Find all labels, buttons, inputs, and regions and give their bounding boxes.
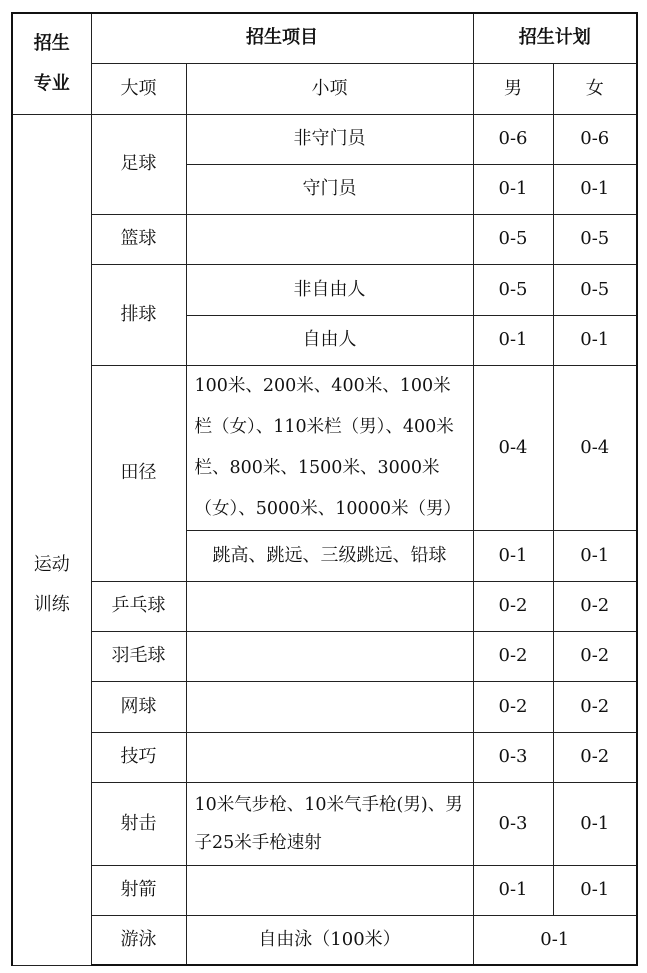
big-item-football: 足球 [91,114,186,214]
big-item-basketball: 篮球 [91,214,186,264]
small-item: 跳高、跳远、三级跳远、铅球 [186,530,473,581]
female-quota: 0-2 [553,681,637,732]
male-quota: 0-5 [473,214,553,264]
major-line2: 训练 [33,593,70,615]
major-cell [12,114,91,965]
male-quota: 0-1 [473,164,553,214]
female-quota: 0-1 [553,530,637,581]
male-quota: 0-5 [473,264,553,315]
female-quota: 0-2 [553,732,637,782]
header-plan: 招生计划 [473,13,637,63]
header-female: 女 [553,63,637,114]
male-quota: 0-3 [473,732,553,782]
male-quota: 0-1 [473,315,553,365]
female-quota: 0-1 [553,164,637,214]
small-item: 10米气步枪、10米气手枪(男)、男子25米手枪速射 [186,782,473,865]
small-item [186,581,473,631]
small-item [186,732,473,782]
female-quota: 0-4 [553,365,637,530]
small-item [186,865,473,915]
header-big-category: 大项 [91,63,186,114]
header-small-category: 小项 [186,63,473,114]
small-item: 守门员 [186,164,473,214]
female-quota: 0-2 [553,631,637,681]
female-quota: 0-5 [553,214,637,264]
big-item-volleyball: 排球 [91,264,186,365]
admission-plan-table [11,12,638,966]
big-item-swimming: 游泳 [91,915,186,965]
male-quota: 0-4 [473,365,553,530]
big-item-badminton: 羽毛球 [91,631,186,681]
header-major-line2: 专业 [33,72,70,94]
header-major-line1: 招生 [33,33,70,55]
small-item [186,631,473,681]
female-quota: 0-1 [553,865,637,915]
small-item: 100米、200米、400米、100米栏（女）、110米栏（男）、400米栏、800米、1500米、3000米（女）、5000米、10000米（男） [186,365,473,530]
male-quota: 0-2 [473,681,553,732]
male-quota: 0-1 [473,865,553,915]
male-quota: 0-6 [473,114,553,164]
big-item-archery: 射箭 [91,865,186,915]
female-quota: 0-1 [553,782,637,865]
major-line1: 运动 [33,553,70,575]
big-item-acrobatics: 技巧 [91,732,186,782]
big-item-table-tennis: 乒乓球 [91,581,186,631]
big-item-tennis: 网球 [91,681,186,732]
small-item: 自由泳（100米） [186,915,473,965]
female-quota: 0-1 [553,315,637,365]
header-project: 招生项目 [91,13,473,63]
header-major [12,13,91,114]
small-item: 非自由人 [186,264,473,315]
male-quota: 0-1 [473,530,553,581]
male-quota: 0-3 [473,782,553,865]
big-item-shooting: 射击 [91,782,186,865]
female-quota: 0-6 [553,114,637,164]
big-item-athletics: 田径 [91,365,186,581]
combined-quota: 0-1 [473,915,637,965]
female-quota: 0-5 [553,264,637,315]
male-quota: 0-2 [473,631,553,681]
female-quota: 0-2 [553,581,637,631]
small-item [186,681,473,732]
small-item [186,214,473,264]
small-item: 非守门员 [186,114,473,164]
header-male: 男 [473,63,553,114]
small-item: 自由人 [186,315,473,365]
male-quota: 0-2 [473,581,553,631]
